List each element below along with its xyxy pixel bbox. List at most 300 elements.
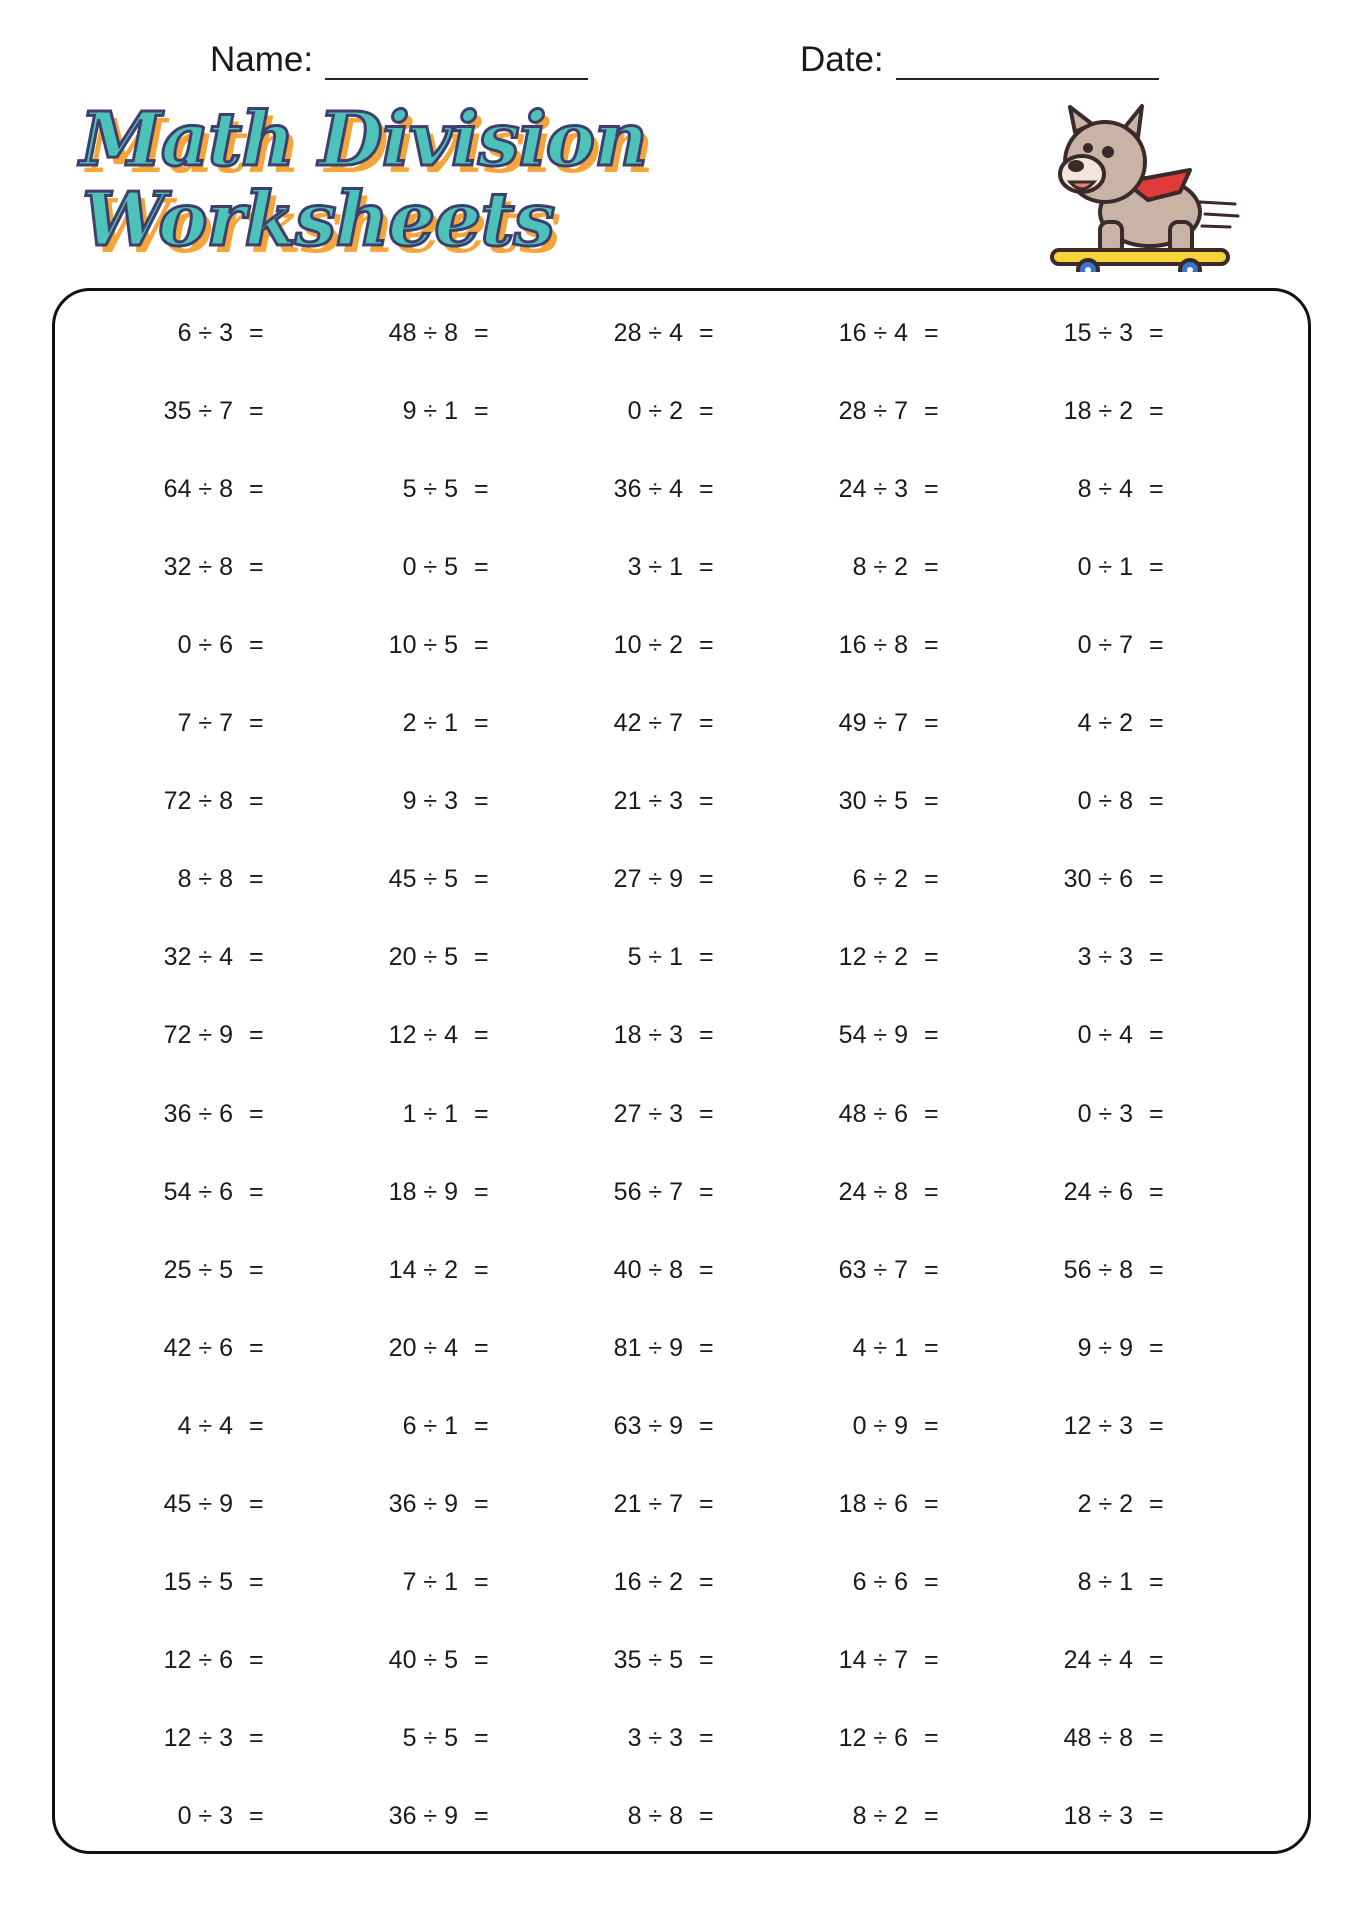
equals-sign: = [249,1021,264,1050]
problem-item [523,1406,723,1446]
problem-expression: 3 ÷ 3 [1077,943,1133,972]
bulldog-skateboard-icon [1030,92,1240,272]
problem-item [973,1562,1173,1602]
problem-item [523,859,723,899]
equals-sign: = [474,1021,489,1050]
problem-expression: 72 ÷ 9 [163,1021,233,1050]
equals-sign: = [474,943,489,972]
equals-sign: = [1149,475,1164,504]
problem-item [73,1172,273,1212]
problem-item [973,625,1173,665]
problem-expression: 42 ÷ 6 [163,1333,233,1362]
problem-expression: 0 ÷ 4 [1077,1021,1133,1050]
equals-sign: = [924,1333,939,1362]
problem-item [298,781,498,821]
problem-item [298,1406,498,1446]
problem-expression: 8 ÷ 8 [627,1801,683,1830]
problem-item [748,1094,948,1134]
problem-expression: 2 ÷ 2 [1077,1489,1133,1518]
problem-expression: 48 ÷ 6 [838,1099,908,1128]
problem-item [748,1015,948,1055]
problem-row [55,1484,1308,1524]
problem-expression: 36 ÷ 4 [613,475,683,504]
equals-sign: = [1149,1411,1164,1440]
equals-sign: = [924,319,939,347]
problem-expression: 8 ÷ 1 [1077,1567,1133,1596]
problem-row [55,469,1308,509]
equals-sign: = [249,1177,264,1206]
problem-item [298,547,498,587]
problem-expression: 14 ÷ 2 [388,1255,458,1284]
problem-item [523,469,723,509]
problem-item [73,625,273,665]
equals-sign: = [249,553,264,582]
problem-item [748,937,948,977]
problem-expression: 16 ÷ 2 [613,1567,683,1596]
title-line-1: Math Division [80,97,647,183]
problem-item [973,469,1173,509]
equals-sign: = [474,709,489,738]
problem-expression: 32 ÷ 8 [163,553,233,582]
problem-expression: 27 ÷ 9 [613,865,683,894]
problem-expression: 49 ÷ 7 [838,709,908,738]
problem-expression: 6 ÷ 3 [177,319,233,347]
problem-item [523,937,723,977]
equals-sign: = [474,397,489,426]
problem-expression: 0 ÷ 1 [1077,553,1133,582]
equals-sign: = [249,865,264,894]
problem-expression: 14 ÷ 7 [838,1645,908,1674]
problem-expression: 10 ÷ 2 [613,631,683,660]
problem-item [973,1015,1173,1055]
equals-sign: = [699,1411,714,1440]
problem-row [55,547,1308,587]
equals-sign: = [924,1177,939,1206]
problem-item [973,547,1173,587]
equals-sign: = [249,1801,264,1830]
problem-item [748,469,948,509]
problem-item [748,1718,948,1758]
equals-sign: = [924,475,939,504]
problem-grid [55,291,1308,1851]
problem-expression: 5 ÷ 1 [627,943,683,972]
problem-item [73,937,273,977]
problem-expression: 8 ÷ 2 [852,553,908,582]
problem-item [523,1094,723,1134]
equals-sign: = [699,553,714,582]
problem-expression: 24 ÷ 6 [1063,1177,1133,1206]
equals-sign: = [699,1801,714,1830]
problem-item [73,1796,273,1836]
problem-item [523,781,723,821]
problem-row [55,1094,1308,1134]
equals-sign: = [249,1645,264,1674]
problem-row [55,1718,1308,1758]
equals-sign: = [1149,1099,1164,1128]
problem-expression: 7 ÷ 7 [177,709,233,738]
problem-row [55,391,1308,431]
equals-sign: = [699,1723,714,1752]
equals-sign: = [249,475,264,504]
problem-row [55,859,1308,899]
problem-expression: 12 ÷ 6 [838,1723,908,1752]
equals-sign: = [699,943,714,972]
problem-item [748,1328,948,1368]
equals-sign: = [474,319,489,347]
equals-sign: = [1149,1801,1164,1830]
equals-sign: = [474,1801,489,1830]
problem-expression: 48 ÷ 8 [1063,1723,1133,1752]
problem-expression: 18 ÷ 3 [1063,1801,1133,1830]
problem-expression: 12 ÷ 4 [388,1021,458,1050]
problem-expression: 7 ÷ 1 [402,1567,458,1596]
problem-item [748,1484,948,1524]
problem-expression: 15 ÷ 3 [1063,319,1133,347]
problem-expression: 16 ÷ 8 [838,631,908,660]
problem-expression: 20 ÷ 5 [388,943,458,972]
problem-expression: 40 ÷ 5 [388,1645,458,1674]
problem-expression: 63 ÷ 9 [613,1411,683,1440]
problem-expression: 36 ÷ 6 [163,1099,233,1128]
problem-item [298,937,498,977]
equals-sign: = [699,865,714,894]
problem-expression: 6 ÷ 6 [852,1567,908,1596]
problem-item [973,1718,1173,1758]
problem-row [55,703,1308,743]
equals-sign: = [1149,943,1164,972]
problem-row [55,937,1308,977]
problem-item [298,1718,498,1758]
equals-sign: = [924,943,939,972]
problem-item [973,1640,1173,1680]
problem-expression: 18 ÷ 6 [838,1489,908,1518]
problem-item [73,1250,273,1290]
equals-sign: = [1149,1723,1164,1752]
equals-sign: = [699,709,714,738]
problem-row [55,1250,1308,1290]
problem-item [523,625,723,665]
problem-item [523,391,723,431]
problem-expression: 27 ÷ 3 [613,1099,683,1128]
problem-expression: 10 ÷ 5 [388,631,458,660]
problem-expression: 24 ÷ 3 [838,475,908,504]
problem-item [748,1562,948,1602]
problem-expression: 18 ÷ 2 [1063,397,1133,426]
equals-sign: = [1149,319,1164,347]
problem-item [73,1640,273,1680]
problem-item [73,1094,273,1134]
equals-sign: = [699,631,714,660]
problem-expression: 36 ÷ 9 [388,1489,458,1518]
problem-expression: 4 ÷ 1 [852,1333,908,1362]
equals-sign: = [249,397,264,426]
equals-sign: = [699,319,714,347]
problem-expression: 32 ÷ 4 [163,943,233,972]
problem-expression: 21 ÷ 7 [613,1489,683,1518]
problem-item [523,1172,723,1212]
equals-sign: = [924,397,939,426]
date-field[interactable] [800,40,1159,80]
equals-sign: = [1149,1021,1164,1050]
equals-sign: = [924,1411,939,1440]
worksheet-title [80,97,647,263]
equals-sign: = [474,631,489,660]
problem-item [298,1796,498,1836]
problem-item [523,1718,723,1758]
problem-item [973,703,1173,743]
equals-sign: = [1149,1255,1164,1284]
equals-sign: = [474,865,489,894]
problem-expression: 30 ÷ 6 [1063,865,1133,894]
problem-expression: 81 ÷ 9 [613,1333,683,1362]
problem-expression: 4 ÷ 4 [177,1411,233,1440]
problem-item [748,625,948,665]
problem-item [298,1172,498,1212]
problem-item [523,1250,723,1290]
problems-frame [52,288,1311,1854]
problem-item [73,1406,273,1446]
problem-expression: 45 ÷ 9 [163,1489,233,1518]
equals-sign: = [249,631,264,660]
problem-item [298,1640,498,1680]
problem-expression: 4 ÷ 2 [1077,709,1133,738]
equals-sign: = [699,787,714,816]
problem-expression: 8 ÷ 8 [177,865,233,894]
equals-sign: = [474,1099,489,1128]
problem-expression: 6 ÷ 2 [852,865,908,894]
problem-item [523,1328,723,1368]
problem-expression: 42 ÷ 7 [613,709,683,738]
problem-expression: 54 ÷ 9 [838,1021,908,1050]
problem-row [55,1172,1308,1212]
equals-sign: = [699,1489,714,1518]
problem-item [748,547,948,587]
problem-item [748,313,948,353]
equals-sign: = [924,1723,939,1752]
problem-row [55,1015,1308,1055]
problem-expression: 18 ÷ 3 [613,1021,683,1050]
problem-row [55,1640,1308,1680]
equals-sign: = [474,787,489,816]
problem-expression: 0 ÷ 6 [177,631,233,660]
name-label: Name: [210,40,314,79]
problem-expression: 56 ÷ 7 [613,1177,683,1206]
problem-item [298,469,498,509]
problem-row [55,625,1308,665]
equals-sign: = [924,1255,939,1284]
equals-sign: = [924,1489,939,1518]
problem-expression: 6 ÷ 1 [402,1411,458,1440]
problem-row [55,781,1308,821]
equals-sign: = [1149,631,1164,660]
problem-expression: 9 ÷ 1 [402,397,458,426]
equals-sign: = [924,1645,939,1674]
equals-sign: = [1149,1333,1164,1362]
problem-row [55,1406,1308,1446]
problem-item [73,859,273,899]
equals-sign: = [1149,397,1164,426]
equals-sign: = [474,1333,489,1362]
equals-sign: = [699,1333,714,1362]
problem-expression: 56 ÷ 8 [1063,1255,1133,1284]
problem-item [973,1796,1173,1836]
problem-expression: 16 ÷ 4 [838,319,908,347]
name-input-line[interactable] [325,42,588,80]
title-line-2: Worksheets [82,177,555,263]
problem-item [298,1328,498,1368]
equals-sign: = [474,1645,489,1674]
problem-expression: 3 ÷ 1 [627,553,683,582]
problem-item [73,1562,273,1602]
equals-sign: = [699,1645,714,1674]
equals-sign: = [924,1801,939,1830]
equals-sign: = [924,553,939,582]
problem-item [748,1172,948,1212]
equals-sign: = [699,1255,714,1284]
problem-item [298,391,498,431]
equals-sign: = [249,1099,264,1128]
equals-sign: = [474,1489,489,1518]
problem-expression: 0 ÷ 3 [1077,1099,1133,1128]
problem-item [298,313,498,353]
equals-sign: = [1149,1567,1164,1596]
equals-sign: = [924,1021,939,1050]
problem-item [748,391,948,431]
problem-item [973,1250,1173,1290]
problem-expression: 54 ÷ 6 [163,1177,233,1206]
equals-sign: = [1149,553,1164,582]
problem-item [73,781,273,821]
problem-expression: 15 ÷ 5 [163,1567,233,1596]
problem-row [55,313,1308,353]
equals-sign: = [924,1099,939,1128]
problem-expression: 0 ÷ 2 [627,397,683,426]
problem-item [973,859,1173,899]
problem-expression: 24 ÷ 4 [1063,1645,1133,1674]
problem-expression: 5 ÷ 5 [402,475,458,504]
problem-item [523,1796,723,1836]
equals-sign: = [924,631,939,660]
name-field[interactable] [210,40,588,80]
problem-expression: 30 ÷ 5 [838,787,908,816]
equals-sign: = [1149,1177,1164,1206]
equals-sign: = [699,397,714,426]
problem-row [55,1328,1308,1368]
problem-expression: 20 ÷ 4 [388,1333,458,1362]
problem-item [73,391,273,431]
problem-item [973,1094,1173,1134]
problem-item [748,859,948,899]
problem-item [973,1328,1173,1368]
problem-item [298,1094,498,1134]
problem-item [973,1172,1173,1212]
problem-item [73,1328,273,1368]
equals-sign: = [924,787,939,816]
problem-expression: 45 ÷ 5 [388,865,458,894]
problem-item [748,703,948,743]
equals-sign: = [249,943,264,972]
problem-item [298,859,498,899]
problem-row [55,1562,1308,1602]
problem-item [973,781,1173,821]
equals-sign: = [1149,865,1164,894]
problem-expression: 0 ÷ 7 [1077,631,1133,660]
problem-expression: 8 ÷ 4 [1077,475,1133,504]
equals-sign: = [924,709,939,738]
problem-expression: 28 ÷ 7 [838,397,908,426]
equals-sign: = [249,1255,264,1284]
problem-item [298,625,498,665]
problem-expression: 35 ÷ 5 [613,1645,683,1674]
equals-sign: = [474,1177,489,1206]
problem-expression: 12 ÷ 2 [838,943,908,972]
problem-item [298,1484,498,1524]
problem-expression: 0 ÷ 8 [1077,787,1133,816]
problem-expression: 12 ÷ 6 [163,1645,233,1674]
problem-item [523,703,723,743]
problem-item [523,547,723,587]
problem-item [298,703,498,743]
problem-item [523,1484,723,1524]
equals-sign: = [474,1723,489,1752]
problem-expression: 36 ÷ 9 [388,1801,458,1830]
equals-sign: = [924,1567,939,1596]
problem-expression: 35 ÷ 7 [163,397,233,426]
problem-expression: 9 ÷ 9 [1077,1333,1133,1362]
equals-sign: = [924,865,939,894]
equals-sign: = [1149,709,1164,738]
problem-item [523,313,723,353]
equals-sign: = [249,787,264,816]
problem-expression: 0 ÷ 5 [402,553,458,582]
problem-item [73,703,273,743]
problem-row [55,1796,1308,1836]
problem-item [73,1015,273,1055]
equals-sign: = [474,553,489,582]
equals-sign: = [1149,787,1164,816]
problem-item [748,1640,948,1680]
problem-expression: 25 ÷ 5 [163,1255,233,1284]
equals-sign: = [699,1099,714,1128]
problem-item [973,937,1173,977]
problem-item [748,1796,948,1836]
equals-sign: = [1149,1645,1164,1674]
problem-expression: 8 ÷ 2 [852,1801,908,1830]
problem-item [973,1406,1173,1446]
problem-expression: 3 ÷ 3 [627,1723,683,1752]
problem-expression: 12 ÷ 3 [1063,1411,1133,1440]
date-input-line[interactable] [896,42,1159,80]
problem-item [973,313,1173,353]
equals-sign: = [699,1177,714,1206]
problem-expression: 40 ÷ 8 [613,1255,683,1284]
problem-expression: 24 ÷ 8 [838,1177,908,1206]
problem-expression: 64 ÷ 8 [163,475,233,504]
problem-expression: 0 ÷ 3 [177,1801,233,1830]
equals-sign: = [474,1411,489,1440]
problem-expression: 28 ÷ 4 [613,319,683,347]
problem-item [73,313,273,353]
equals-sign: = [249,1489,264,1518]
problem-expression: 63 ÷ 7 [838,1255,908,1284]
problem-expression: 2 ÷ 1 [402,709,458,738]
problem-expression: 12 ÷ 3 [163,1723,233,1752]
problem-item [298,1562,498,1602]
equals-sign: = [699,1021,714,1050]
equals-sign: = [249,1723,264,1752]
problem-expression: 1 ÷ 1 [402,1099,458,1128]
problem-expression: 48 ÷ 8 [388,319,458,347]
